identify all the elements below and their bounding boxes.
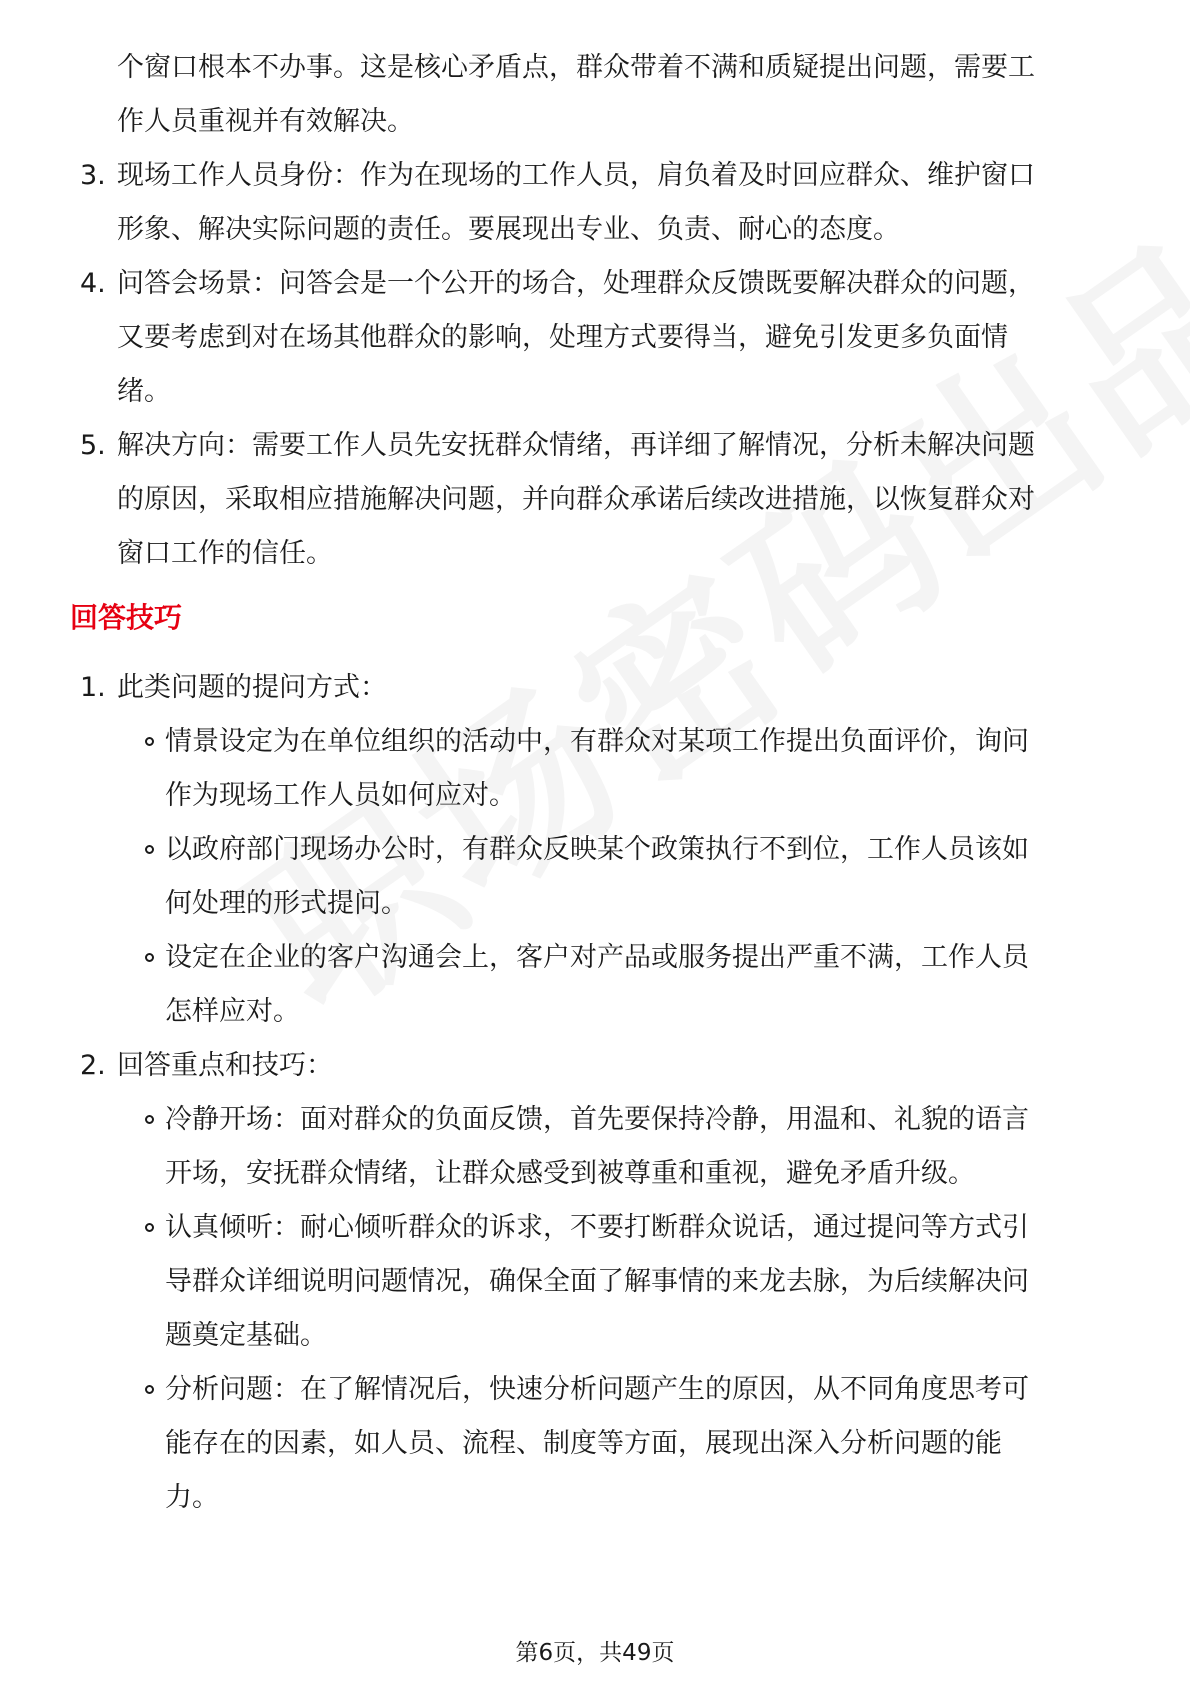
bullet-line: 题奠定基础。 [165,1320,327,1351]
list-item-line: 窗口工作的信任。 [117,538,333,569]
bullet-circle-icon [145,845,154,854]
list-item-line: 又要考虑到对在场其他群众的影响，处理方式要得当，避免引发更多负面情 [117,322,1008,353]
bullet-line: 何处理的形式提问。 [165,888,408,919]
page-footer: 第6页，共49页 [515,1640,675,1666]
list-item-number: 5. [80,430,106,461]
bullet-line: 认真倾听：耐心倾听群众的诉求，不要打断群众说话，通过提问等方式引 [165,1212,1029,1243]
list-item-number: 3. [80,160,106,191]
list-item-number: 2. [80,1050,106,1081]
bullet-line: 怎样应对。 [165,996,300,1027]
bullet-line: 力。 [165,1482,219,1513]
list-item-title: 此类问题的提问方式： [117,672,387,703]
list-item-title: 回答重点和技巧： [117,1050,333,1081]
list-item-line: 的原因，采取相应措施解决问题，并向群众承诺后续改进措施，以恢复群众对 [117,484,1035,515]
bullet-circle-icon [145,953,154,962]
bullet-circle-icon [145,1385,154,1394]
bullet-circle-icon [145,1223,154,1232]
bullet-line: 导群众详细说明问题情况，确保全面了解事情的来龙去脉，为后续解决问 [165,1266,1029,1297]
list-item-line: 问答会场景：问答会是一个公开的场合，处理群众反馈既要解决群众的问题， [117,268,1035,299]
intro-line: 作人员重视并有效解决。 [117,106,414,137]
list-item-number: 4. [80,268,106,299]
bullet-line: 分析问题：在了解情况后，快速分析问题产生的原因，从不同角度思考可 [165,1374,1029,1405]
list-item-number: 1. [80,672,106,703]
bullet-line: 能存在的因素，如人员、流程、制度等方面，展现出深入分析问题的能 [165,1428,1002,1459]
bullet-line: 设定在企业的客户沟通会上，客户对产品或服务提出严重不满，工作人员 [165,942,1029,973]
bullet-line: 情景设定为在单位组织的活动中，有群众对某项工作提出负面评价，询问 [165,726,1029,757]
list-item-line: 解决方向：需要工作人员先安抚群众情绪，再详细了解情况，分析未解决问题 [117,430,1035,461]
list-item-line: 现场工作人员身份：作为在现场的工作人员，肩负着及时回应群众、维护窗口 [117,160,1035,191]
list-item-line: 绪。 [117,376,171,407]
bullet-line: 开场，安抚群众情绪，让群众感受到被尊重和重视，避免矛盾升级。 [165,1158,975,1189]
bullet-line: 冷静开场：面对群众的负面反馈，首先要保持冷静，用温和、礼貌的语言 [165,1104,1029,1135]
bullet-circle-icon [145,1115,154,1124]
list-item-line: 形象、解决实际问题的责任。要展现出专业、负责、耐心的态度。 [117,214,900,245]
intro-line: 个窗口根本不办事。这是核心矛盾点，群众带着不满和质疑提出问题，需要工 [117,52,1035,83]
section-heading: 回答技巧 [70,601,183,634]
bullet-line: 以政府部门现场办公时，有群众反映某个政策执行不到位，工作人员该如 [165,834,1029,865]
bullet-line: 作为现场工作人员如何应对。 [165,780,516,811]
bullet-circle-icon [145,737,154,746]
